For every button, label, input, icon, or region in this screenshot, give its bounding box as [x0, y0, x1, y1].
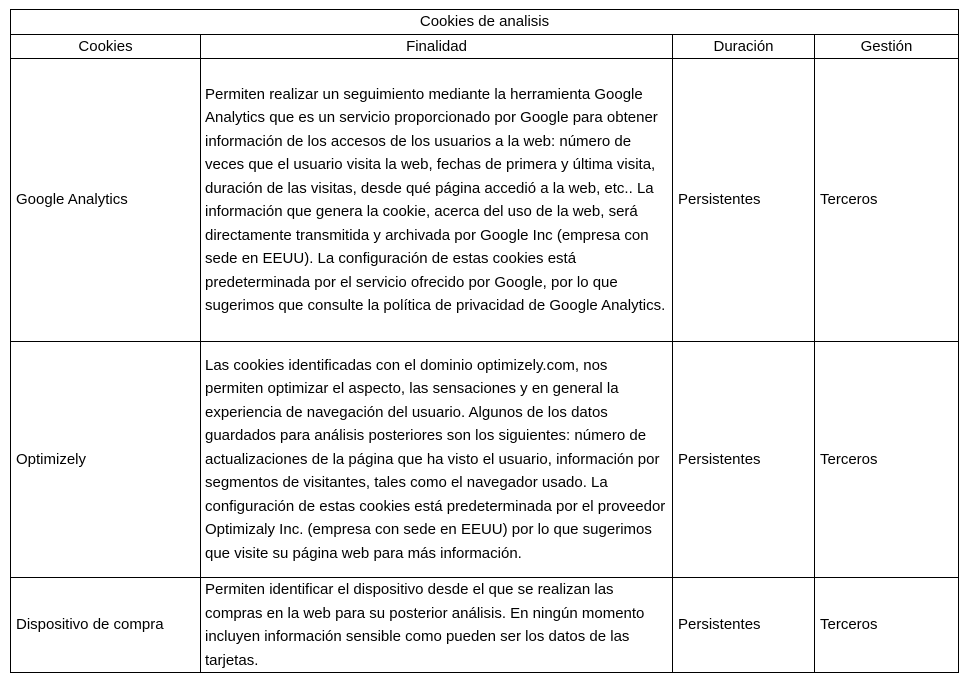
duration-cell: Persistentes: [673, 59, 815, 342]
purpose-cell: Permiten identificar el dispositivo desde el que se realizan las compras en la web para su posterior análisis. En ningún momento incluyen información sensible como pueden ser los datos de las tarjetas.: [201, 578, 673, 673]
purpose-cell: Las cookies identificadas con el dominio optimizely.com, nos permiten optimizar el aspecto, las sensaciones y en general la experiencia de navegación del usuario. Algunos de los datos guardados para análisis posteriores son los siguientes: número de actualizaciones de la página que ha visto el usuario, información por segmentos de visitantes, tales como el navegador usado. La configuración de estas cookies está predeterminada por el proveedor Optimizaly Inc. (empresa con sede en EEUU) por lo que sugerimos que visite su página web para más información.: [201, 342, 673, 578]
cookie-table-container: [10, 9, 959, 673]
header-duracion: Duración: [673, 34, 815, 59]
header-finalidad: Finalidad: [201, 34, 673, 59]
cookies-analysis-table: [10, 9, 959, 673]
cookie-name-cell: Dispositivo de compra: [11, 578, 201, 673]
cookie-name-cell: Google Analytics: [11, 59, 201, 342]
management-cell: Terceros: [815, 342, 959, 578]
table-row: [11, 578, 959, 673]
table-header-row: [11, 34, 959, 59]
duration-cell: Persistentes: [673, 578, 815, 673]
table-row: [11, 342, 959, 578]
table-row: [11, 59, 959, 342]
header-cookies: Cookies: [11, 34, 201, 59]
header-gestion: Gestión: [815, 34, 959, 59]
cookie-name-cell: Optimizely: [11, 342, 201, 578]
management-cell: Terceros: [815, 59, 959, 342]
duration-cell: Persistentes: [673, 342, 815, 578]
table-title: Cookies de analisis: [11, 10, 959, 35]
table-title-row: [11, 10, 959, 35]
purpose-cell: Permiten realizar un seguimiento mediante la herramienta Google Analytics que es un servicio proporcionado por Google para obtener información de los accesos de los usuarios a la web: número de veces que el usuario visita la web, fechas de primera y última visita, duración de las visitas, desde qué página accedió a la web, etc.. La información que genera la cookie, acerca del uso de la web, será directamente transmitida y archivada por Google Inc (empresa con sede en EEUU). La configuración de estas cookies está predeterminada por el servicio ofrecido por Google, por lo que sugerimos que consulte la política de privacidad de Google Analytics.: [201, 59, 673, 342]
management-cell: Terceros: [815, 578, 959, 673]
